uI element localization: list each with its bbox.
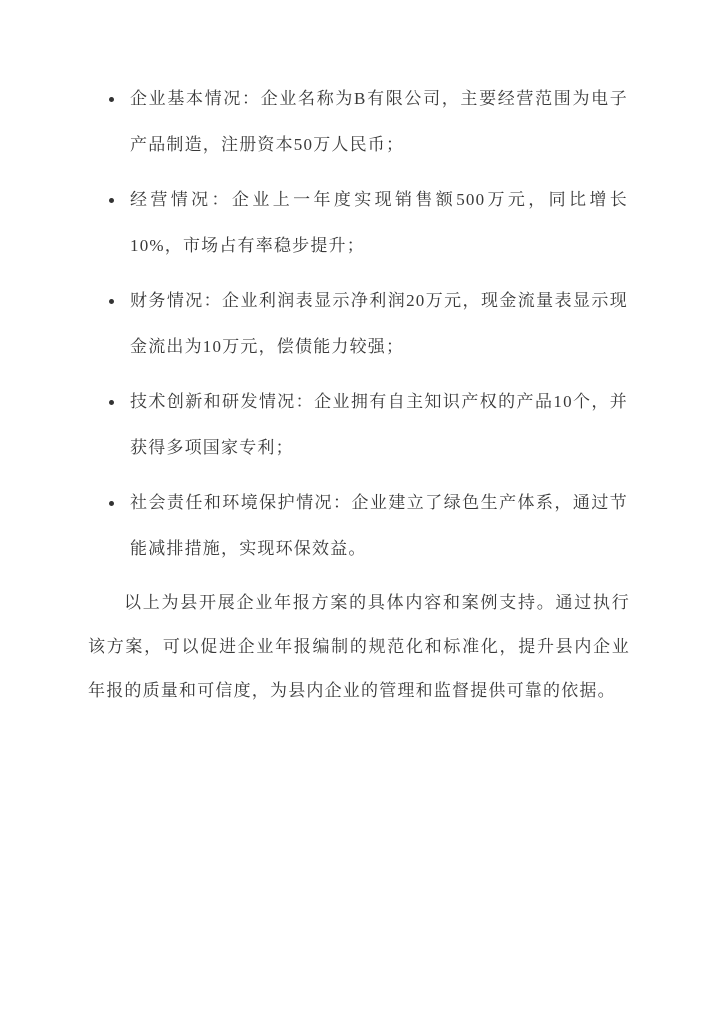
bullet-text: 财务情况：企业利润表显示净利润20万元，现金流量表显示现金流出为10万元，偿债能力较强； <box>130 291 628 356</box>
bullet-icon <box>109 97 114 102</box>
bullet-text: 经营情况：企业上一年度实现销售额500万元，同比增长10%，市场占有率稳步提升； <box>130 190 628 255</box>
list-item <box>130 278 628 370</box>
bullet-icon <box>109 400 114 405</box>
closing-paragraph: 以上为县开展企业年报方案的具体内容和案例支持。通过执行该方案，可以促进企业年报编制的规范化和标准化，提升县内企业年报的质量和可信度，为县内企业的管理和监督提供可靠的依据。 <box>88 593 630 700</box>
bullet-icon <box>109 501 114 506</box>
list-item <box>130 379 628 471</box>
list-item <box>130 480 628 572</box>
bullet-text: 社会责任和环境保护情况：企业建立了绿色生产体系，通过节能减排措施，实现环保效益。 <box>130 493 628 558</box>
bullet-list <box>0 0 628 572</box>
bullet-text: 技术创新和研发情况：企业拥有自主知识产权的产品10个，并获得多项国家专利； <box>130 392 628 457</box>
bullet-text: 企业基本情况：企业名称为B有限公司，主要经营范围为电子产品制造，注册资本50万人民币； <box>130 89 628 154</box>
list-item <box>130 177 628 269</box>
list-item <box>130 76 628 168</box>
bullet-icon <box>109 299 114 304</box>
bullet-icon <box>109 198 114 203</box>
